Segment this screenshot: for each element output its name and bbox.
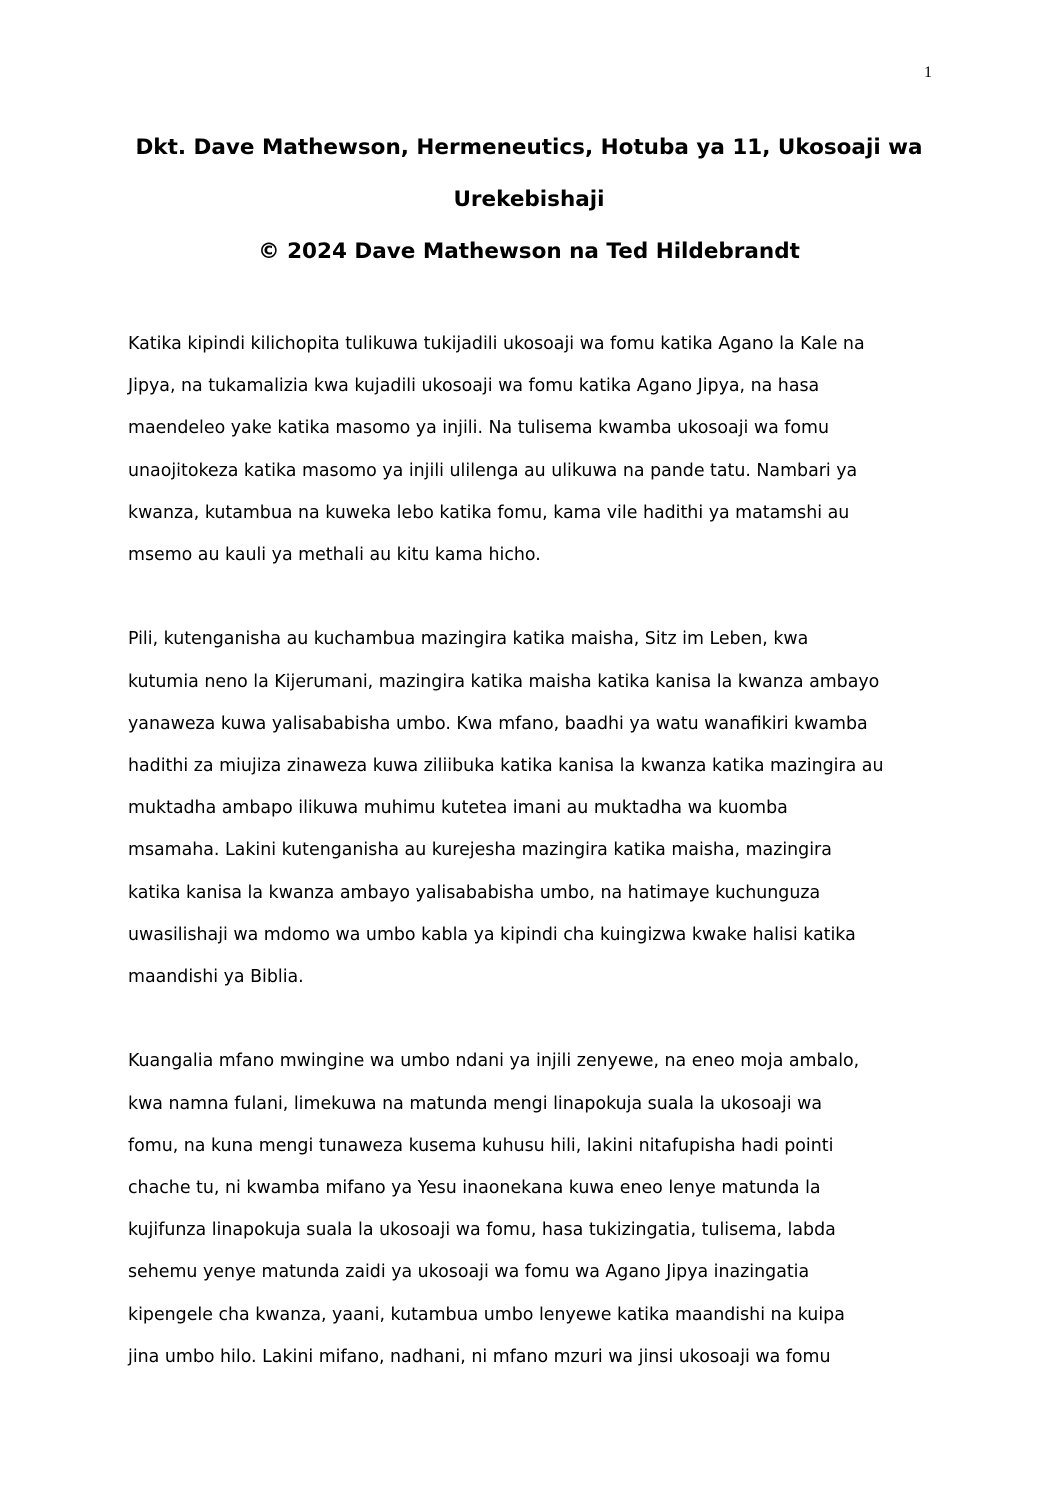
paragraph-line: maandishi ya Biblia. <box>128 967 304 988</box>
paragraph-line: hadithi za miujiza zinaweza kuwa ziliibuka katika kanisa la kwanza katika mazingira au <box>128 756 884 777</box>
paragraph-line: jina umbo hilo. Lakini mifano, nadhani, ni mfano mzuri wa jinsi ukosoaji wa fomu <box>128 1346 831 1367</box>
paragraph-line: Kuangalia mfano mwingine wa umbo ndani ya injili zenyewe, na eneo moja ambalo, <box>128 1051 860 1072</box>
paragraph-line: yanaweza kuwa yalisababisha umbo. Kwa mfano, baadhi ya watu wanafikiri kwamba <box>128 713 868 734</box>
paragraph-line: sehemu yenye matunda zaidi ya ukosoaji wa fomu wa Agano Jipya inazingatia <box>128 1262 810 1283</box>
paragraph-line: Katika kipindi kilichopita tulikuwa tukijadili ukosoaji wa fomu katika Agano la Kale na <box>128 334 865 354</box>
document-header <box>128 122 930 278</box>
paragraph-line: kwa namna fulani, limekuwa na matunda mengi linapokuja suala la ukosoaji wa <box>128 1093 822 1114</box>
paragraph-line: Jipya, na tukamalizia kwa kujadili ukosoaji wa fomu katika Agano Jipya, na hasa <box>128 376 820 397</box>
paragraph-1 <box>128 323 938 576</box>
paragraph-line: kwanza, kutambua na kuweka lebo katika fomu, kama vile hadithi ya matamshi au <box>128 502 850 523</box>
paragraph-line: msamaha. Lakini kutenganisha au kurejesha mazingira katika maisha, mazingira <box>128 840 832 861</box>
title-line-1: Dkt. Dave Mathewson, Hermeneutics, Hotuba ya 11, Ukosoaji wa <box>135 135 923 160</box>
title-line-2: Urekebishaji <box>453 187 605 212</box>
paragraph-line: Pili, kutenganisha au kuchambua mazingira katika maisha, Sitz im Leben, kwa <box>128 629 809 650</box>
document-body <box>128 323 938 1420</box>
paragraph-line: kipengele cha kwanza, yaani, kutambua umbo lenyewe katika maandishi na kuipa <box>128 1304 845 1325</box>
paragraph-line: muktadha ambapo ilikuwa muhimu kutetea imani au muktadha wa kuomba <box>128 798 788 819</box>
paragraph-line: maendeleo yake katika masomo ya injili. Na tulisema kwamba ukosoaji wa fomu <box>128 418 830 439</box>
paragraph-line: uwasilishaji wa mdomo wa umbo kabla ya kipindi cha kuingizwa kwake halisi katika <box>128 924 856 945</box>
paragraph-line: msemo au kauli ya methali au kitu kama hicho. <box>128 545 541 566</box>
copyright-line: © 2024 Dave Mathewson na Ted Hildebrandt <box>258 239 800 264</box>
paragraph-line: katika kanisa la kwanza ambayo yalisababisha umbo, na hatimaye kuchunguza <box>128 882 821 903</box>
paragraph-line: fomu, na kuna mengi tunaweza kusema kuhusu hili, lakini nitafupisha hadi pointi <box>128 1135 834 1156</box>
page-number: 1 <box>924 64 932 81</box>
paragraph-2 <box>128 618 938 998</box>
paragraph-line: kujifunza linapokuja suala la ukosoaji wa fomu, hasa tukizingatia, tulisema, labda <box>128 1220 836 1241</box>
paragraph-line: kutumia neno la Kijerumani, mazingira katika maisha katika kanisa la kwanza ambayo <box>128 671 880 692</box>
paragraph-3 <box>128 1040 938 1378</box>
paragraph-line: chache tu, ni kwamba mifano ya Yesu inaonekana kuwa eneo lenye matunda la <box>128 1178 821 1199</box>
paragraph-line: unaojitokeza katika masomo ya injili ulilenga au ulikuwa na pande tatu. Nambari ya <box>128 460 858 481</box>
